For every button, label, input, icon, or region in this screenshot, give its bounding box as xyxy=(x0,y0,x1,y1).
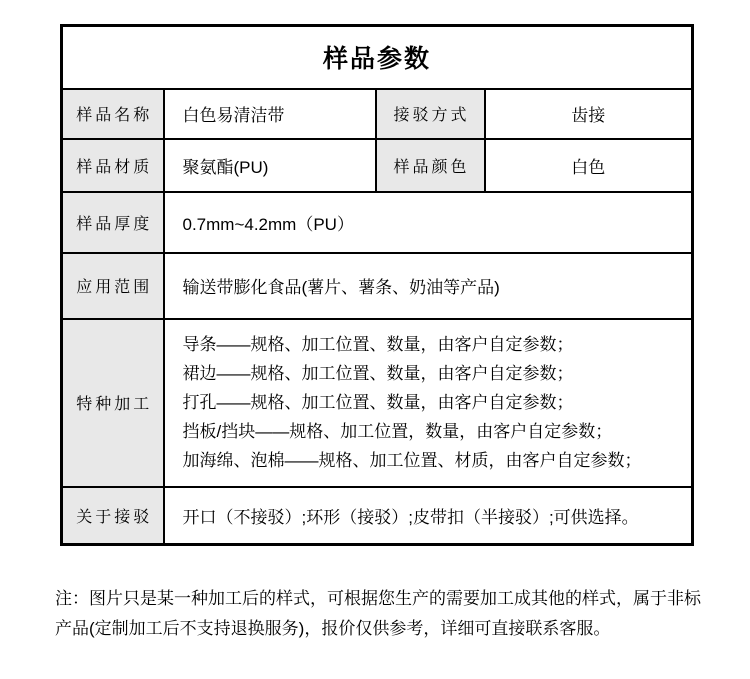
special-processing-lines xyxy=(165,320,692,485)
table-row-thickness xyxy=(62,192,693,253)
table-row-application xyxy=(62,253,693,319)
label-sample-material: 样品材质 xyxy=(62,139,164,192)
value-sample-color: 白色 xyxy=(485,139,693,192)
table-row-title xyxy=(62,26,693,89)
label-join-method: 接驳方式 xyxy=(376,89,485,139)
special-line-baffle: 挡板/挡块——规格、加工位置，数量，由客户自定参数； xyxy=(182,422,613,441)
value-special-processing xyxy=(164,319,693,487)
table-row-material-color xyxy=(62,139,693,192)
label-special-processing: 特种加工 xyxy=(62,319,164,487)
footer-note: 注：图片只是某一种加工后的样式，可根据您生产的需要加工成其他的样式，属于非标产品(定制加工后不支持退换服务)，报价仅供参考，详细可直接联系客服。 xyxy=(55,589,701,638)
value-application-scope: 输送带膨化食品(薯片、薯条、奶油等产品) xyxy=(164,253,693,319)
table-title: 样品参数 xyxy=(62,26,693,89)
special-line-skirt: 裙边——规格、加工位置、数量，由客户自定参数； xyxy=(182,364,574,383)
label-about-joint: 关于接驳 xyxy=(62,487,164,545)
value-about-joint: 开口（不接驳）;环形（接驳）;皮带扣（半接驳）;可供选择。 xyxy=(164,487,693,545)
value-sample-material: 聚氨酯(PU) xyxy=(164,139,376,192)
value-sample-name: 白色易清洁带 xyxy=(164,89,376,139)
special-line-guide-strip: 导条——规格、加工位置、数量，由客户自定参数； xyxy=(182,335,574,354)
label-sample-color: 样品颜色 xyxy=(376,139,485,192)
table-row-joint xyxy=(62,487,693,545)
special-line-punching: 打孔——规格、加工位置、数量，由客户自定参数； xyxy=(182,393,574,412)
special-line-sponge-foam: 加海绵、泡棉——规格、加工位置、材质，由客户自定参数； xyxy=(182,451,642,470)
table-row-name-joinmethod xyxy=(62,89,693,139)
table-row-special-processing xyxy=(62,319,693,487)
value-sample-thickness: 0.7mm~4.2mm（PU） xyxy=(164,192,693,253)
value-join-method: 齿接 xyxy=(485,89,693,139)
label-application-scope: 应用范围 xyxy=(62,253,164,319)
label-sample-thickness: 样品厚度 xyxy=(62,192,164,253)
label-sample-name: 样品名称 xyxy=(62,89,164,139)
sample-parameters-table xyxy=(60,24,694,546)
